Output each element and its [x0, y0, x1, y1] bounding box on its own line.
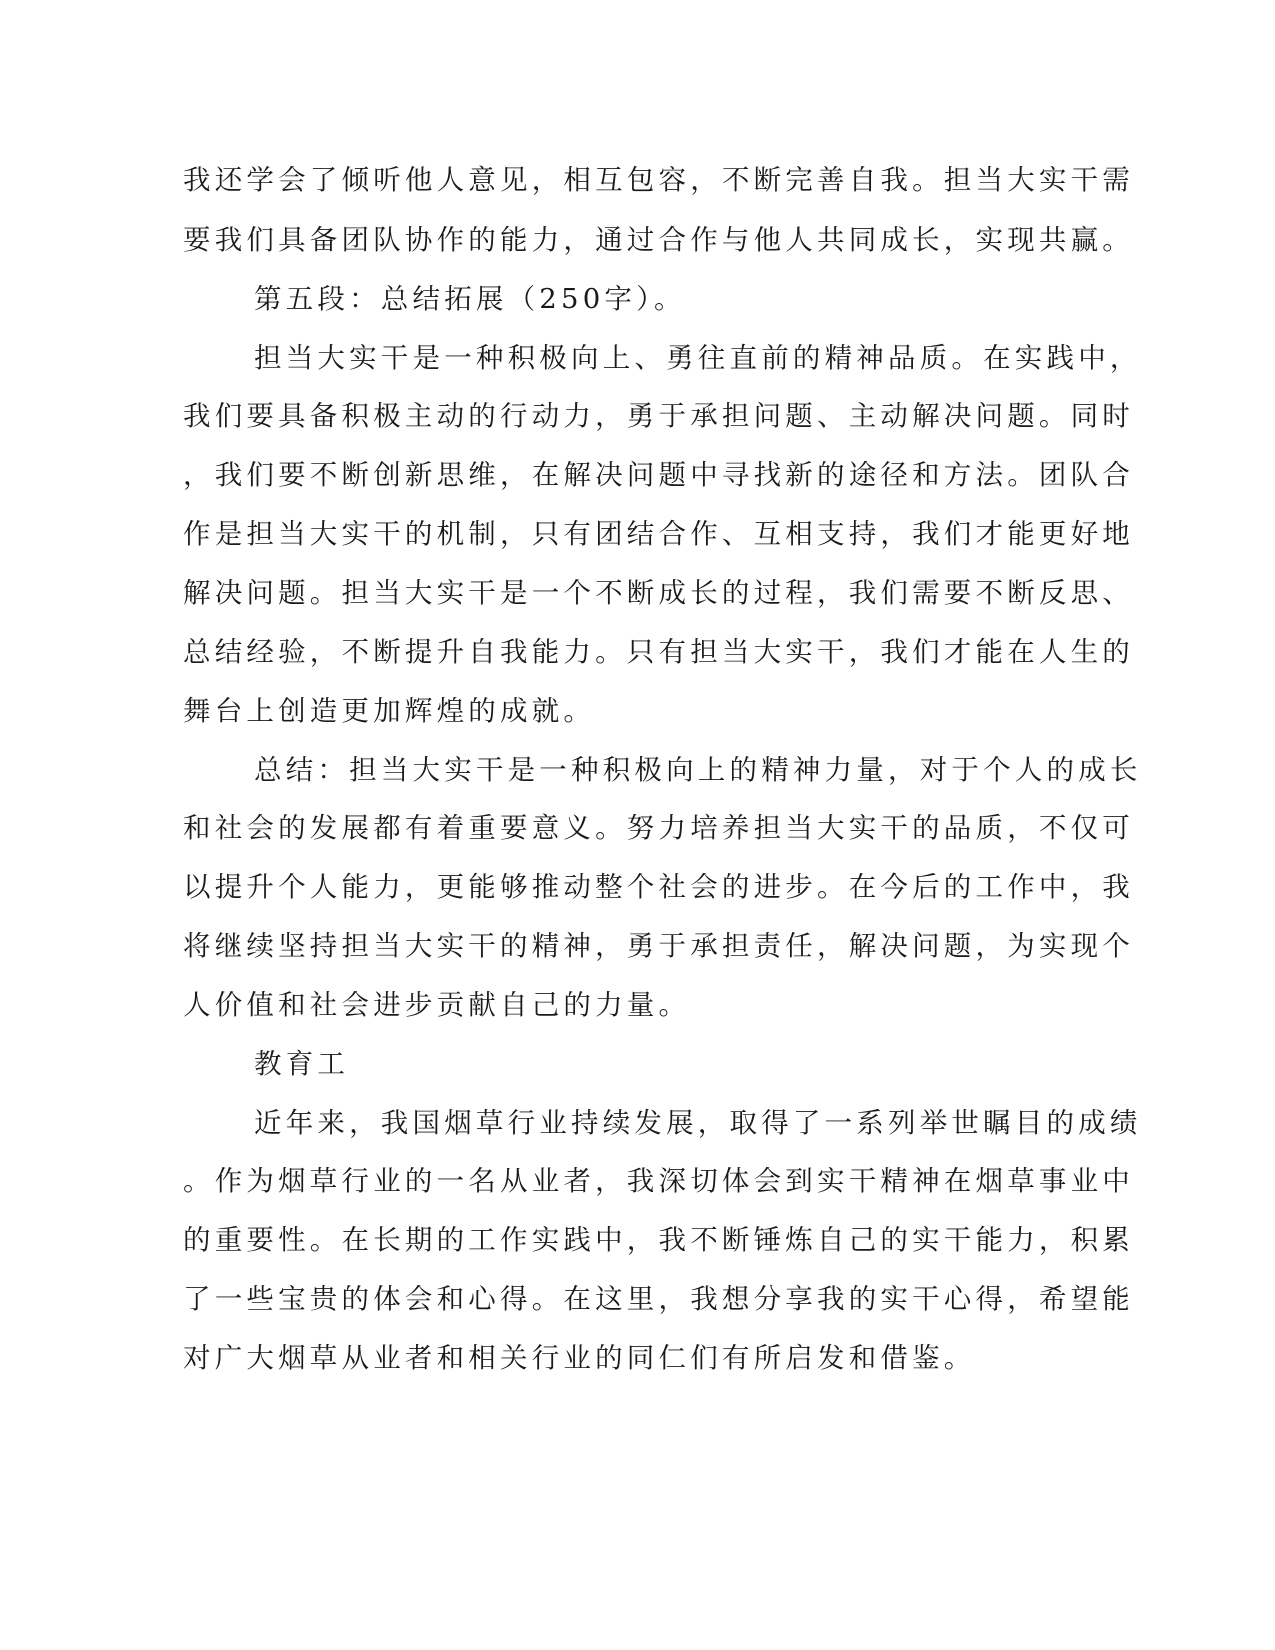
- text-line: 和社会的发展都有着重要意义。努力培养担当大实干的品质，不仅可: [183, 812, 1134, 844]
- text-line: 舞台上创造更加辉煌的成就。: [183, 695, 596, 727]
- text-line: 的重要性。在长期的工作实践中，我不断锤炼自己的实干能力，积累: [183, 1224, 1134, 1256]
- text-line: 将继续坚持担当大实干的精神，勇于承担责任，解决问题，为实现个: [183, 930, 1134, 962]
- text-line: 解决问题。担当大实干是一个不断成长的过程，我们需要不断反思、: [183, 577, 1134, 609]
- text-line: 总结：担当大实干是一种积极向上的精神力量，对于个人的成长: [254, 754, 1142, 786]
- text-line: 人价值和社会进步贡献自己的力量。: [183, 989, 691, 1021]
- section-heading: 教育工: [254, 1048, 350, 1080]
- text-line: 。作为烟草行业的一名从业者，我深切体会到实干精神在烟草事业中: [183, 1165, 1134, 1197]
- text-line: 近年来，我国烟草行业持续发展，取得了一系列举世瞩目的成绩: [254, 1107, 1142, 1139]
- text-line: 总结经验，不断提升自我能力。只有担当大实干，我们才能在人生的: [183, 636, 1134, 668]
- text-line: 以提升个人能力，更能够推动整个社会的进步。在今后的工作中，我: [183, 871, 1134, 903]
- text-line: 我们要具备积极主动的行动力，勇于承担问题、主动解决问题。同时: [183, 400, 1134, 432]
- text-line: 对广大烟草从业者和相关行业的同仁们有所启发和借鉴。: [183, 1342, 976, 1374]
- text-line: 担当大实干是一种积极向上、勇往直前的精神品质。在实践中，: [254, 342, 1142, 374]
- text-line: ，我们要不断创新思维，在解决问题中寻找新的途径和方法。团队合: [183, 459, 1134, 491]
- text-line: 要我们具备团队协作的能力，通过合作与他人共同成长，实现共赢。: [183, 224, 1134, 256]
- text-line: 作是担当大实干的机制，只有团结合作、互相支持，我们才能更好地: [183, 518, 1134, 550]
- section-heading: 第五段：总结拓展（250字）。: [254, 283, 686, 315]
- text-line: 了一些宝贵的体会和心得。在这里，我想分享我的实干心得，希望能: [183, 1283, 1134, 1315]
- text-line: 我还学会了倾听他人意见，相互包容，不断完善自我。担当大实干需: [183, 164, 1134, 196]
